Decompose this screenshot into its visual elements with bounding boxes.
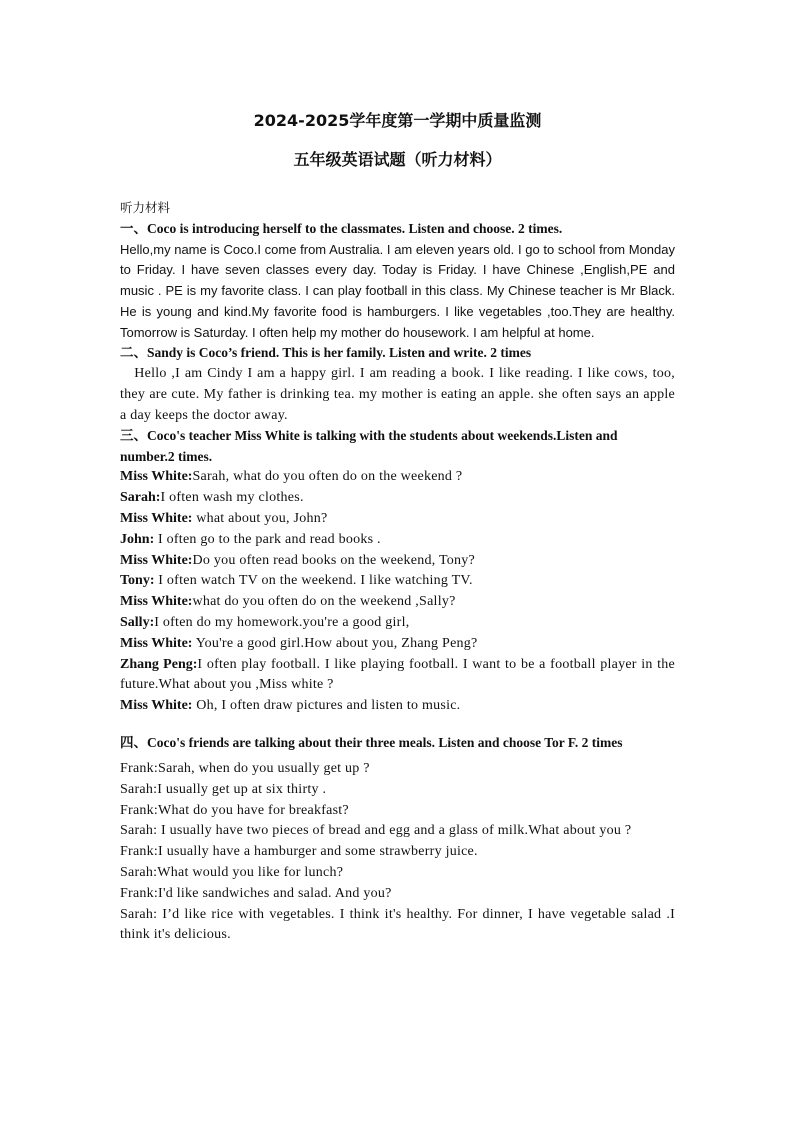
section-4-heading: 四、Coco's friends are talking about their three meals. Listen and choose Tor F. 2 times (120, 734, 623, 750)
section-1-heading: 一、Coco is introducing herself to the classmates. Listen and choose. 2 times. (120, 221, 563, 236)
section-4 (120, 727, 675, 946)
section-label: 听力材料 (120, 200, 171, 215)
section-3 (120, 426, 675, 717)
dialogue-line: Frank:Sarah, when do you usually get up ? (120, 760, 370, 776)
exam-page (120, 96, 679, 946)
dialogue-text: what about you, John? (192, 510, 328, 526)
section-4-dialogue (120, 759, 675, 946)
dialogue-line (120, 655, 675, 697)
dialogue-line: Sarah:What would you like for lunch? (120, 864, 344, 880)
dialogue-line: Sarah: I’d like rice with vegetables. I think it's healthy. For dinner, I have vegetable salad .I think it's delicious. (120, 906, 675, 943)
speaker-name: Miss White: (120, 510, 193, 526)
section-1 (120, 219, 675, 343)
section-2-text: Hello ,I am Cindy I am a happy girl. I am reading a book. I like reading. I like cows, too, they are cute. My father is drinking tea. my mother is eating an apple. she often says an apple a day keeps the doctor away. (120, 365, 679, 423)
speaker-name: Zhang Peng: (120, 656, 198, 672)
dialogue-line (120, 467, 675, 488)
dialogue-line (120, 613, 675, 634)
dialogue-line (120, 592, 675, 613)
section-3-dialogue (120, 467, 675, 717)
section-1-text: Hello,my name is Coco.I come from Australia. I am eleven years old. I go to school from Monday to Friday. I have seven classes every day. Today is Friday. I have Chinese ,English,PE and music . PE is my favorite class. I can play football in this class. My Chinese teacher is Mr Black. He is young and kind.My favorite food is hamburgers. I like vegetables ,too.They are healthy. Tomorrow is Saturday. I often help my mother do housework. I am helpful at home. (120, 241, 675, 340)
dialogue-line (120, 509, 675, 530)
dialogue-line: Sarah: I usually have two pieces of bread and egg and a glass of milk.What about you ? (120, 823, 632, 839)
speaker-name: Sarah: (120, 490, 161, 506)
dialogue-text: Do you often read books on the weekend, Tony? (192, 552, 476, 568)
dialogue-text: what do you often do on the weekend ,Sally? (192, 594, 456, 610)
page-title: 2024-2025学年度第一学期中质量监测 (253, 111, 542, 130)
dialogue-line: Frank:I usually have a hamburger and some strawberry juice. (120, 844, 478, 860)
dialogue-line (120, 634, 675, 655)
page-subtitle: 五年级英语试题（听力材料） (293, 150, 502, 169)
dialogue-text: You're a good girl.How about you, Zhang Peng? (192, 635, 478, 651)
dialogue-text: I often watch TV on the weekend. I like watching TV. (154, 573, 473, 589)
dialogue-line (120, 488, 675, 509)
section-2-heading: 二、Sandy is Coco’s friend. This is her family. Listen and write. 2 times (120, 345, 532, 361)
speaker-name: Miss White: (120, 698, 193, 714)
dialogue-line: Frank:What do you have for breakfast? (120, 802, 349, 818)
speaker-name: Miss White: (120, 635, 193, 651)
dialogue-text: Sarah, what do you often do on the weekend ? (192, 469, 463, 485)
dialogue-text: I often do my homework.you're a good girl, (154, 614, 410, 630)
dialogue-text: I often play football. I like playing football. I want to be a football player in the future.What about you ,Miss white ? (120, 656, 676, 693)
speaker-name: Sally: (120, 614, 155, 630)
speaker-name: Miss White: (120, 552, 193, 568)
dialogue-text: Oh, I often draw pictures and listen to music. (192, 698, 461, 714)
dialogue-line (120, 571, 675, 592)
dialogue-line: Frank:I'd like sandwiches and salad. And you? (120, 885, 392, 901)
section-2 (120, 343, 679, 426)
dialogue-text: I often go to the park and read books . (154, 531, 381, 547)
speaker-name: John: (120, 531, 155, 547)
section-3-heading: 三、Coco's teacher Miss White is talking with the students about weekends.Listen and number.2 times. (120, 428, 618, 464)
speaker-name: Miss White: (120, 469, 193, 485)
speaker-name: Tony: (120, 573, 155, 589)
dialogue-line: Sarah:I usually get up at six thirty . (120, 781, 327, 797)
speaker-name: Miss White: (120, 594, 193, 610)
dialogue-text: I often wash my clothes. (160, 490, 304, 506)
dialogue-line (120, 530, 675, 551)
dialogue-line (120, 551, 675, 572)
dialogue-line (120, 696, 675, 717)
